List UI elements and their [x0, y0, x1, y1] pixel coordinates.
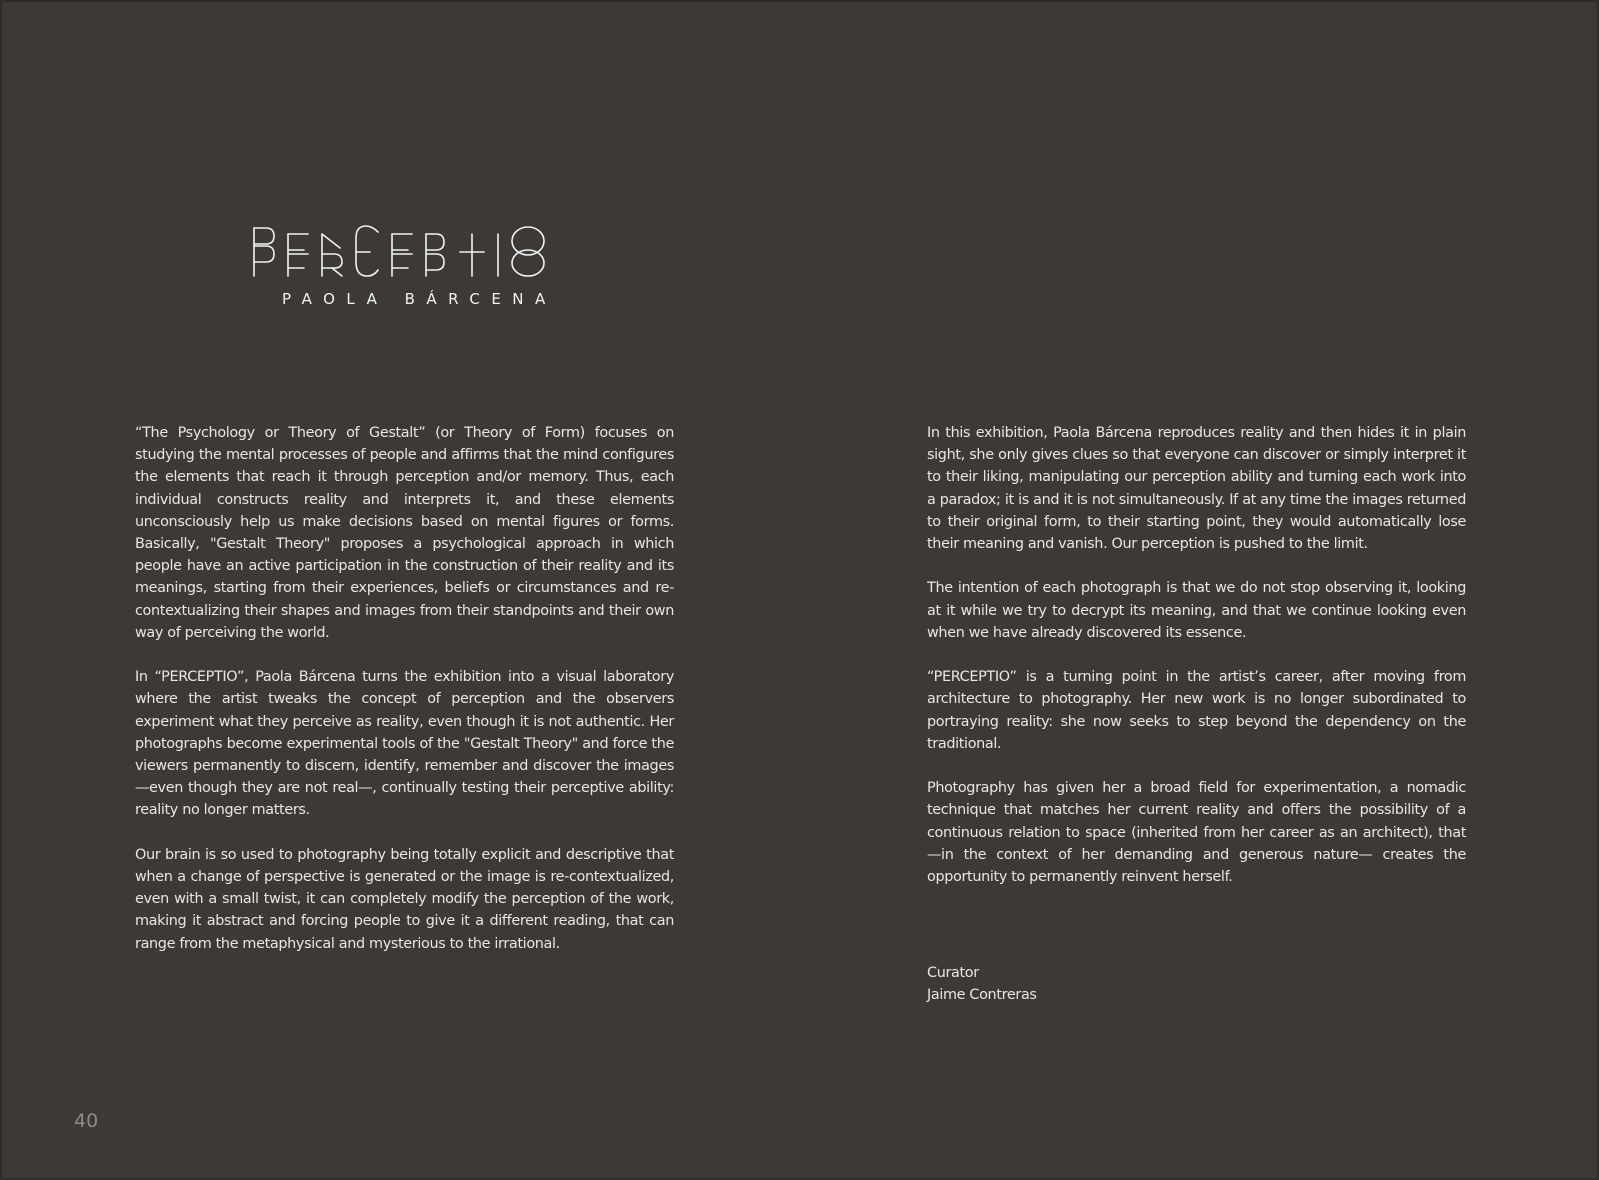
logo-letter-r	[322, 234, 342, 276]
logo-letter-e2	[392, 234, 412, 276]
perceptio-logo	[252, 224, 562, 280]
logo-letter-e	[288, 234, 308, 276]
logo-letter-o	[512, 227, 544, 276]
curator-role: Curator	[927, 965, 979, 981]
logo-letter-p	[254, 228, 274, 276]
document-page	[2, 2, 1597, 1178]
paragraph: In “PERCEPTIO”, Paola Bárcena turns the exhibition into a visual laboratory where the artist tweaks the concept of perception and the observers experiment what they perceive as reality, even though it is not authentic. Her photographs become experimental tools of the "Gestalt Theory" and force the viewers permanently to discern, identify, remember and discover the images —even though they are not real—, continually testing their perceptive ability: reality no longer matters.	[135, 669, 674, 819]
curator-name: Jaime Contreras	[927, 987, 1037, 1004]
curator-signature	[927, 962, 1037, 1006]
right-text-column	[927, 422, 1466, 910]
artist-name: PAOLA BÁRCENA	[282, 290, 557, 308]
paragraph: Photography has given her a broad field for experimentation, a nomadic technique that matches her current reality and offers the possibility of a continuous relation to space (inherited from her career as an architect), that —in the context of her demanding and generous nature— creates the opportunity to permanently reinvent herself.	[927, 780, 1466, 886]
page-number: 40	[74, 1110, 99, 1132]
paragraph: The intention of each photograph is that we do not stop observing it, looking at it while we try to decrypt its meaning, and that we continue looking even when we have already discovered its essence.	[927, 580, 1466, 641]
left-text-column	[135, 422, 674, 977]
paragraph: In this exhibition, Paola Bárcena reproduces reality and then hides it in plain sight, she only gives clues so that everyone can discover or simply interpret it to their liking, manipulating our perception ability and turning each work into a paradox; it is and it is not simultaneously. If at any time the images returned to their original form, to their starting point, they would automatically lose their meaning and vanish. Our perception is pushed to the limit.	[927, 425, 1466, 553]
paragraph: “PERCEPTIO” is a turning point in the artist’s career, after moving from architecture to photography. Her new work is no longer subordinated to portraying reality: she now seeks to step beyond the dependency on the traditional.	[927, 669, 1466, 752]
logo-letter-p2	[426, 234, 444, 276]
paragraph: Our brain is so used to photography being totally explicit and descriptive that when a change of perspective is generated or the image is re-contextualized, even with a small twist, it can completely modify the perception of the work, making it abstract and forcing people to give it a different reading, that can range from the metaphysical and mysterious to the irrational.	[135, 846, 674, 952]
logo-letter-c	[356, 226, 378, 276]
paragraph: “The Psychology or Theory of Gestalt” (or Theory of Form) focuses on studying the mental processes of people and affirms that the mind configures the elements that reach it through perception and/or memory. Thus, each individual constructs reality and interprets it, and these elements unconsciously help us make decisions based on mental figures or forms. Basically, "Gestalt Theory" proposes a psychological approach in which people have an active participation in the construction of their reality and its meanings, starting from their experiences, beliefs or circumstances and re-contextualizing their shapes and images from their standpoints and their own way of perceiving the world.	[135, 425, 674, 641]
logo-letter-t	[460, 234, 484, 276]
